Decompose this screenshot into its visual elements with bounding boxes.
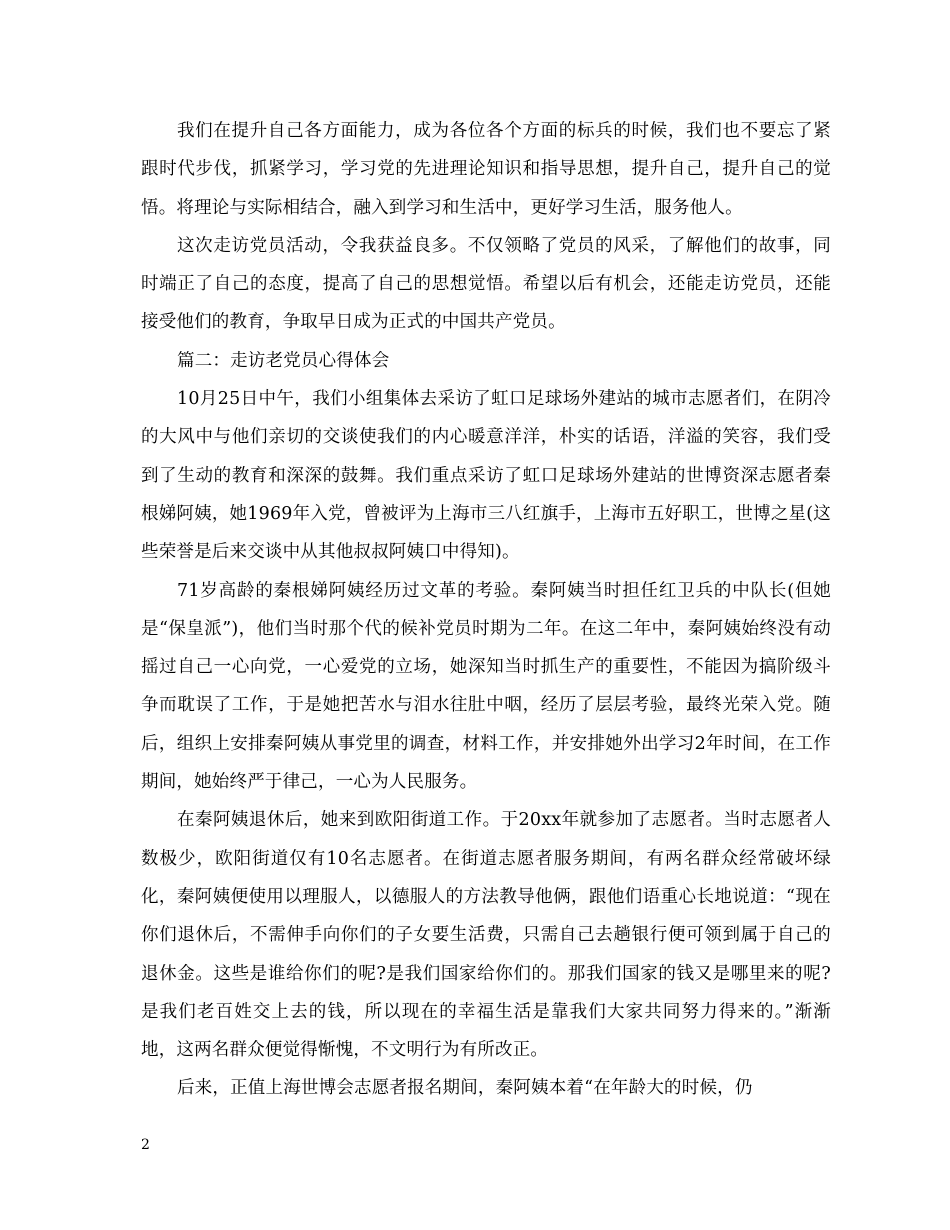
paragraph-5: 在秦阿姨退休后，她来到欧阳街道工作。于20xx年就参加了志愿者。当时志愿者人数极少，欧阳街道仅有10名志愿者。在街道志愿者服务期间，有两名群众经常破坏绿化，秦阿姨便使用以理服人，以德服人的方法教导他俩，跟他们语重心长地说道：“现在你们退休后，不需伸手向你们的子女要生活费，只需自己去趟银行便可领到属于自己的退休金。这些是谁给你们的呢?是我们国家给你们的。那我们国家的钱又是哪里来的呢?是我们老百姓交上去的钱，所以现在的幸福生活是靠我们大家共同努力得来的。”渐渐地，这两名群众便觉得惭愧，不文明行为有所改正。 xyxy=(141,810,831,1061)
paragraph-1: 我们在提升自己各方面能力，成为各位各个方面的标兵的时候，我们也不要忘了紧跟时代步伐，抓紧学习，学习党的先进理论知识和指导思想，提升自己，提升自己的觉悟。将理论与实际相结合，融入到学习和生活中，更好学习生活，服务他人。 xyxy=(141,121,831,218)
document-body xyxy=(141,112,831,1108)
paragraph-2: 这次走访党员活动，令我获益良多。不仅领略了党员的风采，了解他们的故事，同时端正了自己的态度，提高了自己的思想觉悟。希望以后有机会，还能走访党员，还能接受他们的教育，争取早日成为正式的中国共产党员。 xyxy=(141,235,831,333)
paragraph-3: 10月25日中午，我们小组集体去采访了虹口足球场外建站的城市志愿者们，在阴冷的大风中与他们亲切的交谈使我们的内心暖意洋洋，朴实的话语，洋溢的笑容，我们受到了生动的教育和深深的鼓舞。我们重点采访了虹口足球场外建站的世博资深志愿者秦根娣阿姨，她1969年入党，曾被评为上海市三八红旗手，上海市五好职工，世博之星(这些荣誉是后来交谈中从其他叔叔阿姨口中得知)。 xyxy=(141,389,831,563)
paragraph-6: 后来，正值上海世博会志愿者报名期间，秦阿姨本着“在年龄大的时候，仍 xyxy=(177,1078,753,1099)
page-number: 2 xyxy=(141,1137,150,1153)
section-heading: 篇二：走访老党员心得体会 xyxy=(177,350,390,371)
paragraph-4: 71岁高龄的秦根娣阿姨经历过文革的考验。秦阿姨当时担任红卫兵的中队长(但她是“保皇派”)，他们当时那个代的候补党员时期为二年。在这二年中，秦阿姨始终没有动摇过自己一心向党，一心爱党的立场，她深知当时抓生产的重要性，不能因为搞阶级斗争而耽误了工作，于是她把苦水与泪水往肚中咽，经历了层层考验，最终光荣入党。随后，组织上安排秦阿姨从事党里的调查，材料工作，并安排她外出学习2年时间，在工作期间，她始终严于律己，一心为人民服务。 xyxy=(141,580,831,793)
